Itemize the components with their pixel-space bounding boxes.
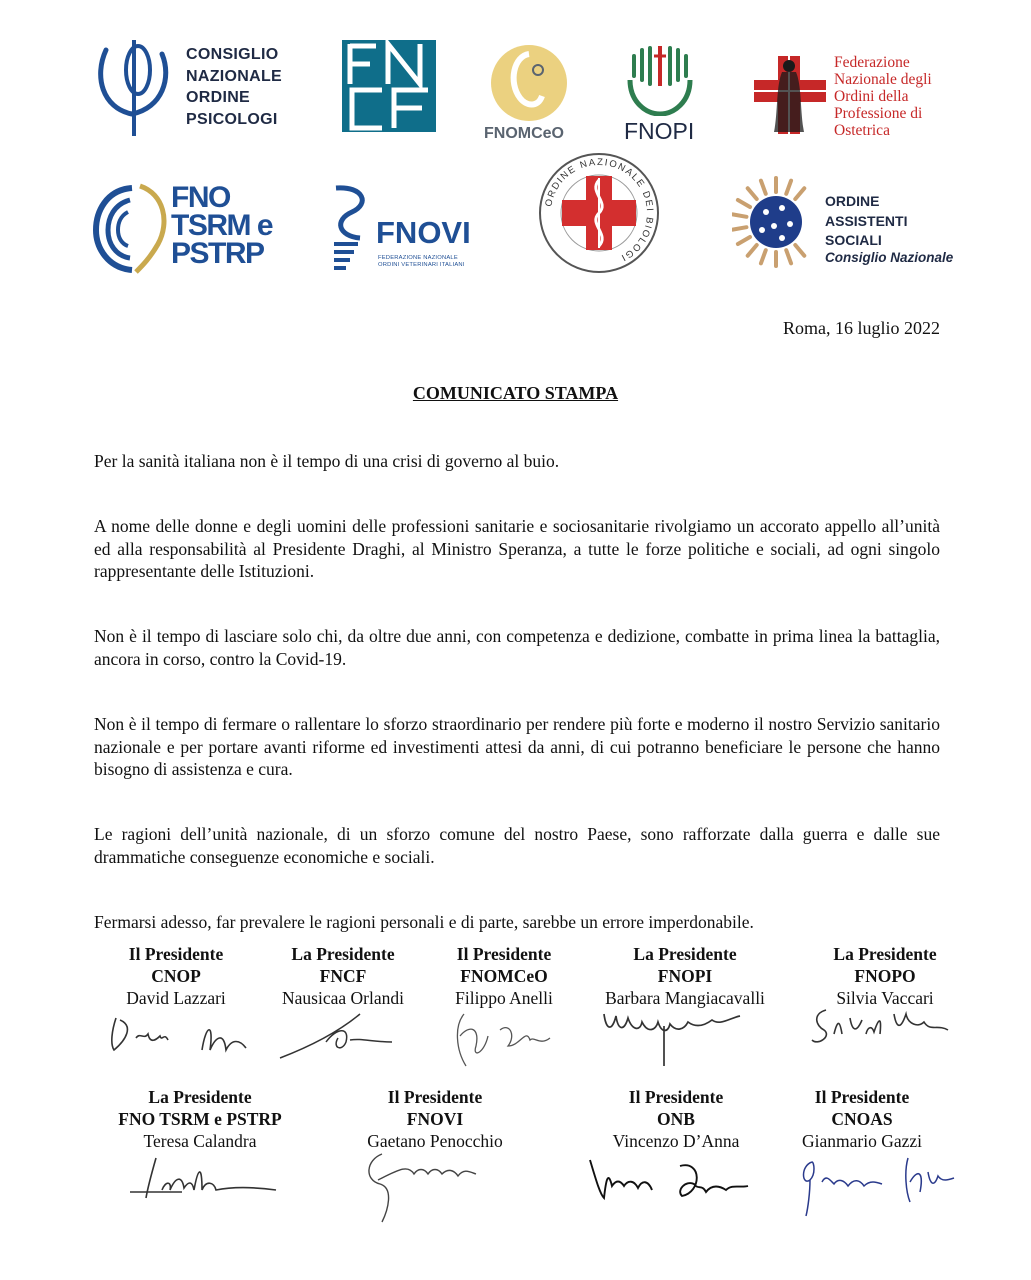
fnopo-logo-text: [834, 54, 932, 139]
signatory-org: CNOAS: [831, 1109, 893, 1129]
fnovi-sub-line: FEDERAZIONE NAZIONALE: [378, 255, 458, 261]
cnoas-logo-text: [825, 192, 907, 251]
signatory-org: FNO TSRM e PSTRP: [118, 1109, 282, 1129]
signature-vaccari-icon: [808, 1004, 958, 1050]
signatory-name: Teresa Calandra: [143, 1131, 257, 1151]
paragraph: Per la sanità italiana non è il tempo di una crisi di governo al buio.: [94, 451, 560, 471]
signatory-org: CNOP: [151, 966, 201, 986]
signatory-block: [800, 943, 970, 1009]
signatory-org: ONB: [657, 1109, 695, 1129]
signatory-block: [590, 943, 780, 1009]
cnop-line: NAZIONALE: [186, 67, 283, 85]
signatory-name: Nausicaa Orlandi: [282, 988, 404, 1008]
paragraph: Non è il tempo di lasciare solo chi, da oltre due anni, con competenza e dedizione, combatte in prima linea la battaglia, ancora in corso, contro la Covid-19.: [94, 626, 940, 669]
signatory-role: La Presidente: [833, 944, 937, 964]
fnovi-sub-line: ORDINI VETERINARI ITALIANI: [378, 262, 465, 268]
fnovi-logo-subtitle: [378, 255, 465, 269]
cnop-logo-text: [186, 44, 282, 130]
fnovi-logo-label: FNOVI: [376, 215, 471, 250]
paragraph: Fermarsi adesso, far prevalere le ragioni personali e di parte, sarebbe un errore imperdonabile.: [94, 912, 754, 932]
fnopi-logo-icon: [622, 40, 698, 116]
signatory-name: Filippo Anelli: [455, 988, 553, 1008]
signatory-org: FNOVI: [406, 1109, 464, 1129]
signatory-role: Il Presidente: [456, 944, 552, 964]
signatory-block: [96, 943, 256, 1009]
signatory-role: La Presidente: [633, 944, 737, 964]
signatory-role: Il Presidente: [128, 944, 224, 964]
signatory-org: FNOPO: [854, 966, 916, 986]
signatory-org: FNOPI: [657, 966, 713, 986]
signatory-org: FNOMCeO: [460, 966, 548, 986]
signature-mangiacavalli-icon: [600, 1004, 760, 1070]
cnoas-line: SOCIALI: [825, 232, 882, 248]
signatory-role: La Presidente: [291, 944, 395, 964]
signature-anelli-icon: [446, 1006, 556, 1070]
signatory-name: Gaetano Penocchio: [367, 1131, 503, 1151]
signatory-name: Barbara Mangiacavalli: [605, 988, 765, 1008]
signature-penocchio-icon: [358, 1150, 488, 1224]
signature-gazzi-icon: [798, 1152, 958, 1220]
signatory-block: [596, 1086, 756, 1152]
fnopo-line: Ostetrica: [834, 122, 890, 139]
document-heading: COMUNICATO STAMPA: [412, 383, 619, 403]
fnotsrm-line: TSRM e: [171, 209, 273, 242]
cnoas-logo-icon: [732, 176, 820, 268]
signatory-role: La Presidente: [148, 1087, 252, 1107]
paragraph: A nome delle donne e degli uomini delle professioni sanitarie e sociosanitarie rivolgiamo un accorato appello all’unità ed alla responsabilità al Presidente Draghi, al Ministro Speranza, a tutte le forze politiche e sociali, ad ogni singolo rappresentante delle Istituzioni.: [94, 516, 940, 581]
paragraph: Le ragioni dell’unità nazionale, di un sforzo comune del nostro Paese, sono rafforzate dalla guerra e dalle sue drammatiche conseguenze economiche e sociali.: [94, 824, 940, 867]
signature-lazzari-icon: [106, 1010, 256, 1060]
fnopo-line: Ordini della: [834, 88, 909, 105]
fnopo-line: Federazione: [834, 54, 910, 71]
paragraph: Non è il tempo di fermare o rallentare lo sforzo straordinario per rendere più forte e moderno il nostro Servizio sanitario nazionale e per portare avanti riforme ed investimenti attesi da anni, di cui potranno beneficiare le persone che hanno bisogno di assistenza e cura.: [94, 714, 940, 779]
signatory-block: [100, 1086, 300, 1152]
cnoas-line: ORDINE: [825, 193, 880, 209]
signatory-role: Il Presidente: [814, 1087, 910, 1107]
fnotsrm-line: PSTRP: [171, 237, 264, 270]
signature-calandra-icon: [126, 1152, 282, 1204]
fnotsrm-line: FNO: [171, 181, 230, 214]
signatory-block: [430, 943, 578, 1009]
signatory-role: Il Presidente: [628, 1087, 724, 1107]
fnomceo-logo-label: FNOMCeO: [484, 125, 564, 142]
fncf-logo: [342, 40, 436, 132]
cnop-line: PSICOLOGI: [186, 110, 278, 128]
signatory-name: Silvia Vaccari: [836, 988, 934, 1008]
signatory-name: Vincenzo D’Anna: [612, 1131, 740, 1151]
signatory-block: [350, 1086, 520, 1152]
fnopi-logo-label: FNOPI: [624, 118, 695, 144]
fnovi-logo-icon: [330, 182, 374, 272]
signature-danna-icon: [586, 1150, 756, 1212]
fnotsrm-logo-text: [171, 181, 273, 270]
fnomceo-logo-icon: [486, 42, 572, 124]
cnoas-logo-subtitle: Consiglio Nazionale: [825, 250, 954, 265]
signatory-org: FNCF: [319, 966, 367, 986]
signatory-name: David Lazzari: [126, 988, 226, 1008]
onb-ring-text: ORDINE NAZIONALE DEI BIOLOGI: [543, 156, 656, 264]
fnopo-logo-icon: [752, 52, 828, 138]
signatory-name: Gianmario Gazzi: [801, 1131, 922, 1151]
fncf-letters-icon: [342, 40, 436, 132]
cnop-line: ORDINE: [186, 89, 251, 106]
cnop-logo-icon: [92, 36, 176, 138]
signature-orlandi-icon: [276, 1008, 406, 1062]
cnoas-line: ASSISTENTI: [825, 212, 908, 229]
fnotsrm-logo-icon: [92, 182, 172, 276]
fnopo-line: Professione di: [834, 105, 923, 122]
cnop-line: CONSIGLIO: [186, 46, 279, 63]
signatory-block: [262, 943, 424, 1009]
signatory-block: [782, 1086, 942, 1152]
document-date: Roma, 16 luglio 2022: [783, 318, 940, 338]
onb-logo-icon: [538, 152, 660, 274]
signatory-role: Il Presidente: [387, 1087, 483, 1107]
fnopo-line: Nazionale degli: [834, 71, 932, 88]
